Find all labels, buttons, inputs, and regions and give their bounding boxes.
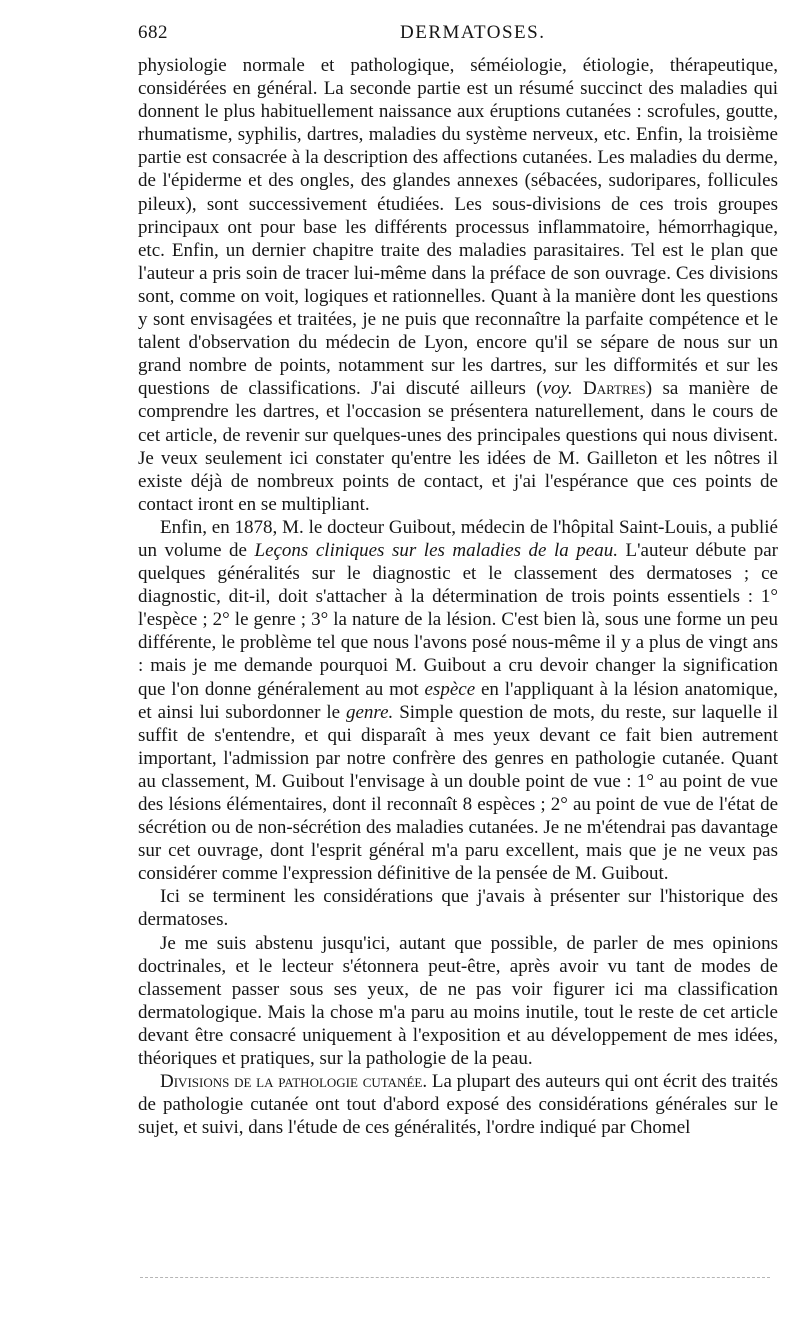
page-number: 682 [138,22,168,43]
small-caps-text: Dartres [583,378,646,400]
paragraph-historique-end [138,885,778,931]
text-segment: Je me suis abstenu jusqu'ici, autant que possible, de parler de mes opinions doctrinales, et le lecteur s'étonnera peut-être, après avoir vu tant de modes de classement passer sous ses yeux, de ne pas voir figurer ici ma classification dermatologique. Mais la chose m'a paru au moins inutile, tout le reste de cet article devant être consacré uniquement à l'exposition et au développement de mes idées, théoriques et pratiques, sur la pathologie de la peau. [138,932,778,1070]
italic-text: voy. [542,378,573,400]
paragraph-continuation [138,54,778,516]
text-segment: Enfin, en 1878, M. le docteur Guibout, médecin de l'hôpital Saint-Louis, a publié un volume de [138,516,778,561]
page-header [138,22,778,48]
bottom-divider [140,1277,770,1278]
running-head: DERMATOSES. [400,22,546,43]
text-segment: ) sa manière de comprendre les dartres, et l'occasion se présentera naturellement, dans le cours de cet article, de revenir sur quelques-unes des principales questions qui nous divisent. Je veux seulement ici constater qu'entre les idées de M. Gailleton et les nôtres il existe déjà de nombreux points de contact, et j'ai l'espérance que ces points de contact iront en se multipliant. [138,378,779,515]
italic-text: genre. [345,701,394,723]
small-caps-text: Divisions de la pathologie cutanée. [160,1071,428,1093]
paragraph-guibout [138,516,778,886]
paragraph-divisions [138,1070,778,1139]
text-segment [573,378,583,399]
text-segment: Ici se terminent les considérations que j'avais à présenter sur l'historique des dermatoses. [138,886,778,931]
paragraph-author-opinions [138,932,778,1071]
text-segment: en l'appliquant à la lésion anatomique, et ainsi lui subordonner le [138,678,778,723]
text-segment: physiologie normale et pathologique, séméiologie, étiologie, thérapeutique, considérées en général. La seconde partie est un résumé succinct des maladies qui donnent le plus habituellement naissance aux éruptions cutanées : scrofules, goutte, rhumatisme, syphilis, dartres, maladies du système nerveux, etc. Enfin, la troisième partie est consacrée à la description des affections cutanées. Les maladies du derme, de l'épiderme et des ongles, des glandes annexes (sébacées, sudoripares, follicules pileux), sont successivement étudiées. Les sous-divisions de ces trois groupes principaux ont pour base les différents processus inflammatoire, hémorrhagique, etc. Enfin, un dernier chapitre traite des maladies parasitaires. Tel est le plan que l'auteur a pris soin de tracer lui-même dans la préface de son ouvrage. Ces divisions sont, comme on voit, logiques et rationnelles. Quant à la manière dont les questions y sont envisagées et traitées, je ne puis que reconnaître la parfaite compétence et le talent d'observation du médecin de Lyon, encore qu'il se sépare de nous sur un grand nombre de points, notamment sur les dartres, sur les difformités et sur les questions de classifications. J'ai discuté ailleurs ( [138,55,778,400]
text-segment: L'auteur débute par quelques généralités sur le diagnostic et le classement des dermatoses ; ce diagnostic, dit-il, doit s'attacher à la détermination de trois points essentiels : 1° l'espèce ; 2° le genre ; 3° la nature de la lésion. C'est bien là, sous une forme un peu différente, le problème tel que nous l'avons posé nous-même il y a plus de vingt ans : mais je me demande pourquoi M. Guibout a cru devoir changer la signification que l'on donne généralement au mot [138,539,778,700]
text-segment: La plupart des auteurs qui ont écrit des traités de pathologie cutanée ont tout d'abord exposé des considérations générales sur le sujet, et suivi, dans l'étude de ces généralités, l'ordre indiqué par Chomel [138,1071,778,1139]
book-page [138,22,778,1139]
text-segment: Simple question de mots, du reste, sur laquelle il suffit de s'entendre, et qui disparaît à mes yeux devant ce fait bien autrement important, l'admission par notre confrère des genres en pathologie cutanée. Quant au classement, M. Guibout l'envisage à un double point de vue : 1° au point de vue des lésions élémentaires, dont il reconnaît 8 espèces ; 2° au point de vue de l'état de sécrétion ou de non-sécrétion des maladies cutanées. Je ne m'étendrai pas davantage sur cet ouvrage, dont l'esprit général m'a paru excellent, mais que je ne veux pas considérer comme l'expression définitive de la pensée de M. Guibout. [138,701,778,885]
italic-text: espèce [424,678,476,700]
body-text [138,54,778,1139]
italic-text: Leçons cliniques sur les maladies de la peau. [254,539,618,561]
